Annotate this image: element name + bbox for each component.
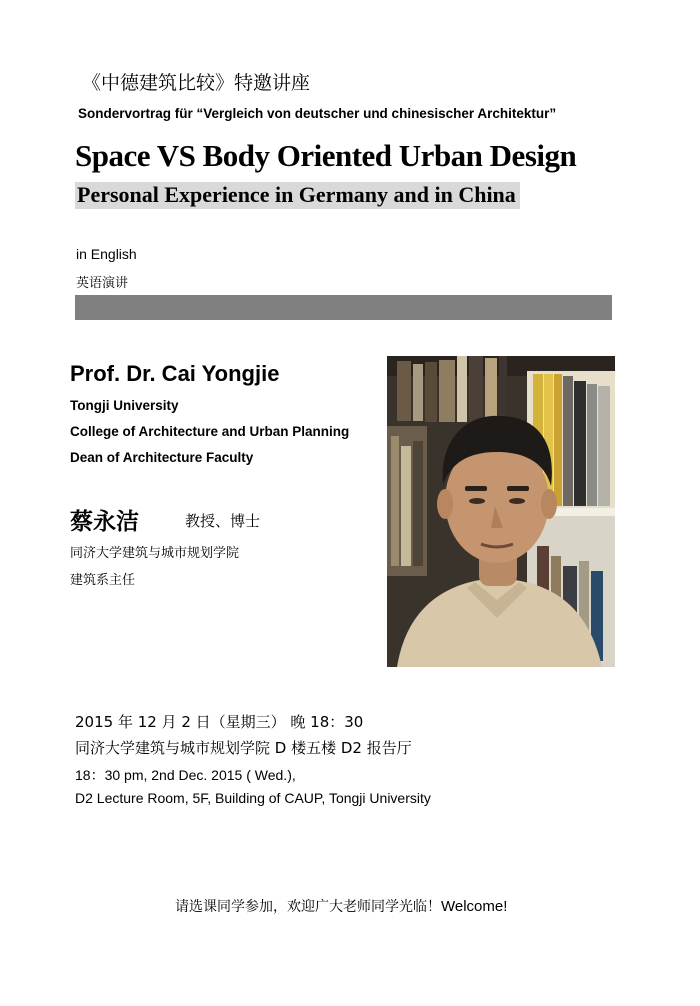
speaker-title-cn: 教授、博士: [185, 512, 261, 530]
german-title: Sondervortrag für “Vergleich von deutscher und chinesischer Architektur”: [78, 106, 557, 121]
lecture-title: Space VS Body Oriented Urban Design: [75, 138, 577, 173]
welcome-line: [175, 896, 507, 916]
event-time-en: 18：30 pm, 2nd Dec. 2015 ( Wed.),: [75, 767, 296, 783]
lecture-series-title: 《中德建筑比较》特邀讲座: [82, 72, 311, 94]
event-time-cn: 2015 年 12 月 2 日（星期三） 晚 18：30: [75, 713, 364, 731]
welcome-en: Welcome!: [441, 898, 508, 915]
event-venue-cn: 同济大学建筑与城市规划学院 D 楼五楼 D2 报告厅: [75, 739, 412, 757]
affiliation-college: College of Architecture and Urban Planning: [70, 424, 350, 439]
speaker-name-cn: 蔡永洁: [70, 509, 139, 535]
speaker-photo: [387, 356, 615, 667]
event-venue-en: D2 Lecture Room, 5F, Building of CAUP, Tongji University: [75, 790, 431, 806]
divider-bar: [75, 295, 612, 320]
welcome-cn: 请选课同学参加，欢迎广大老师同学光临！: [175, 899, 441, 915]
language-cn: 英语演讲: [76, 276, 129, 291]
affiliation-cn-college: 同济大学建筑与城市规划学院: [70, 546, 240, 561]
affiliation-position: Dean of Architecture Faculty: [70, 450, 254, 465]
affiliation-university: Tongji University: [70, 398, 179, 413]
lecture-subtitle: Personal Experience in Germany and in China: [75, 182, 520, 209]
language-en: in English: [76, 246, 137, 262]
affiliation-cn-position: 建筑系主任: [70, 573, 136, 588]
speaker-name-en: Prof. Dr. Cai Yongjie: [70, 361, 280, 386]
